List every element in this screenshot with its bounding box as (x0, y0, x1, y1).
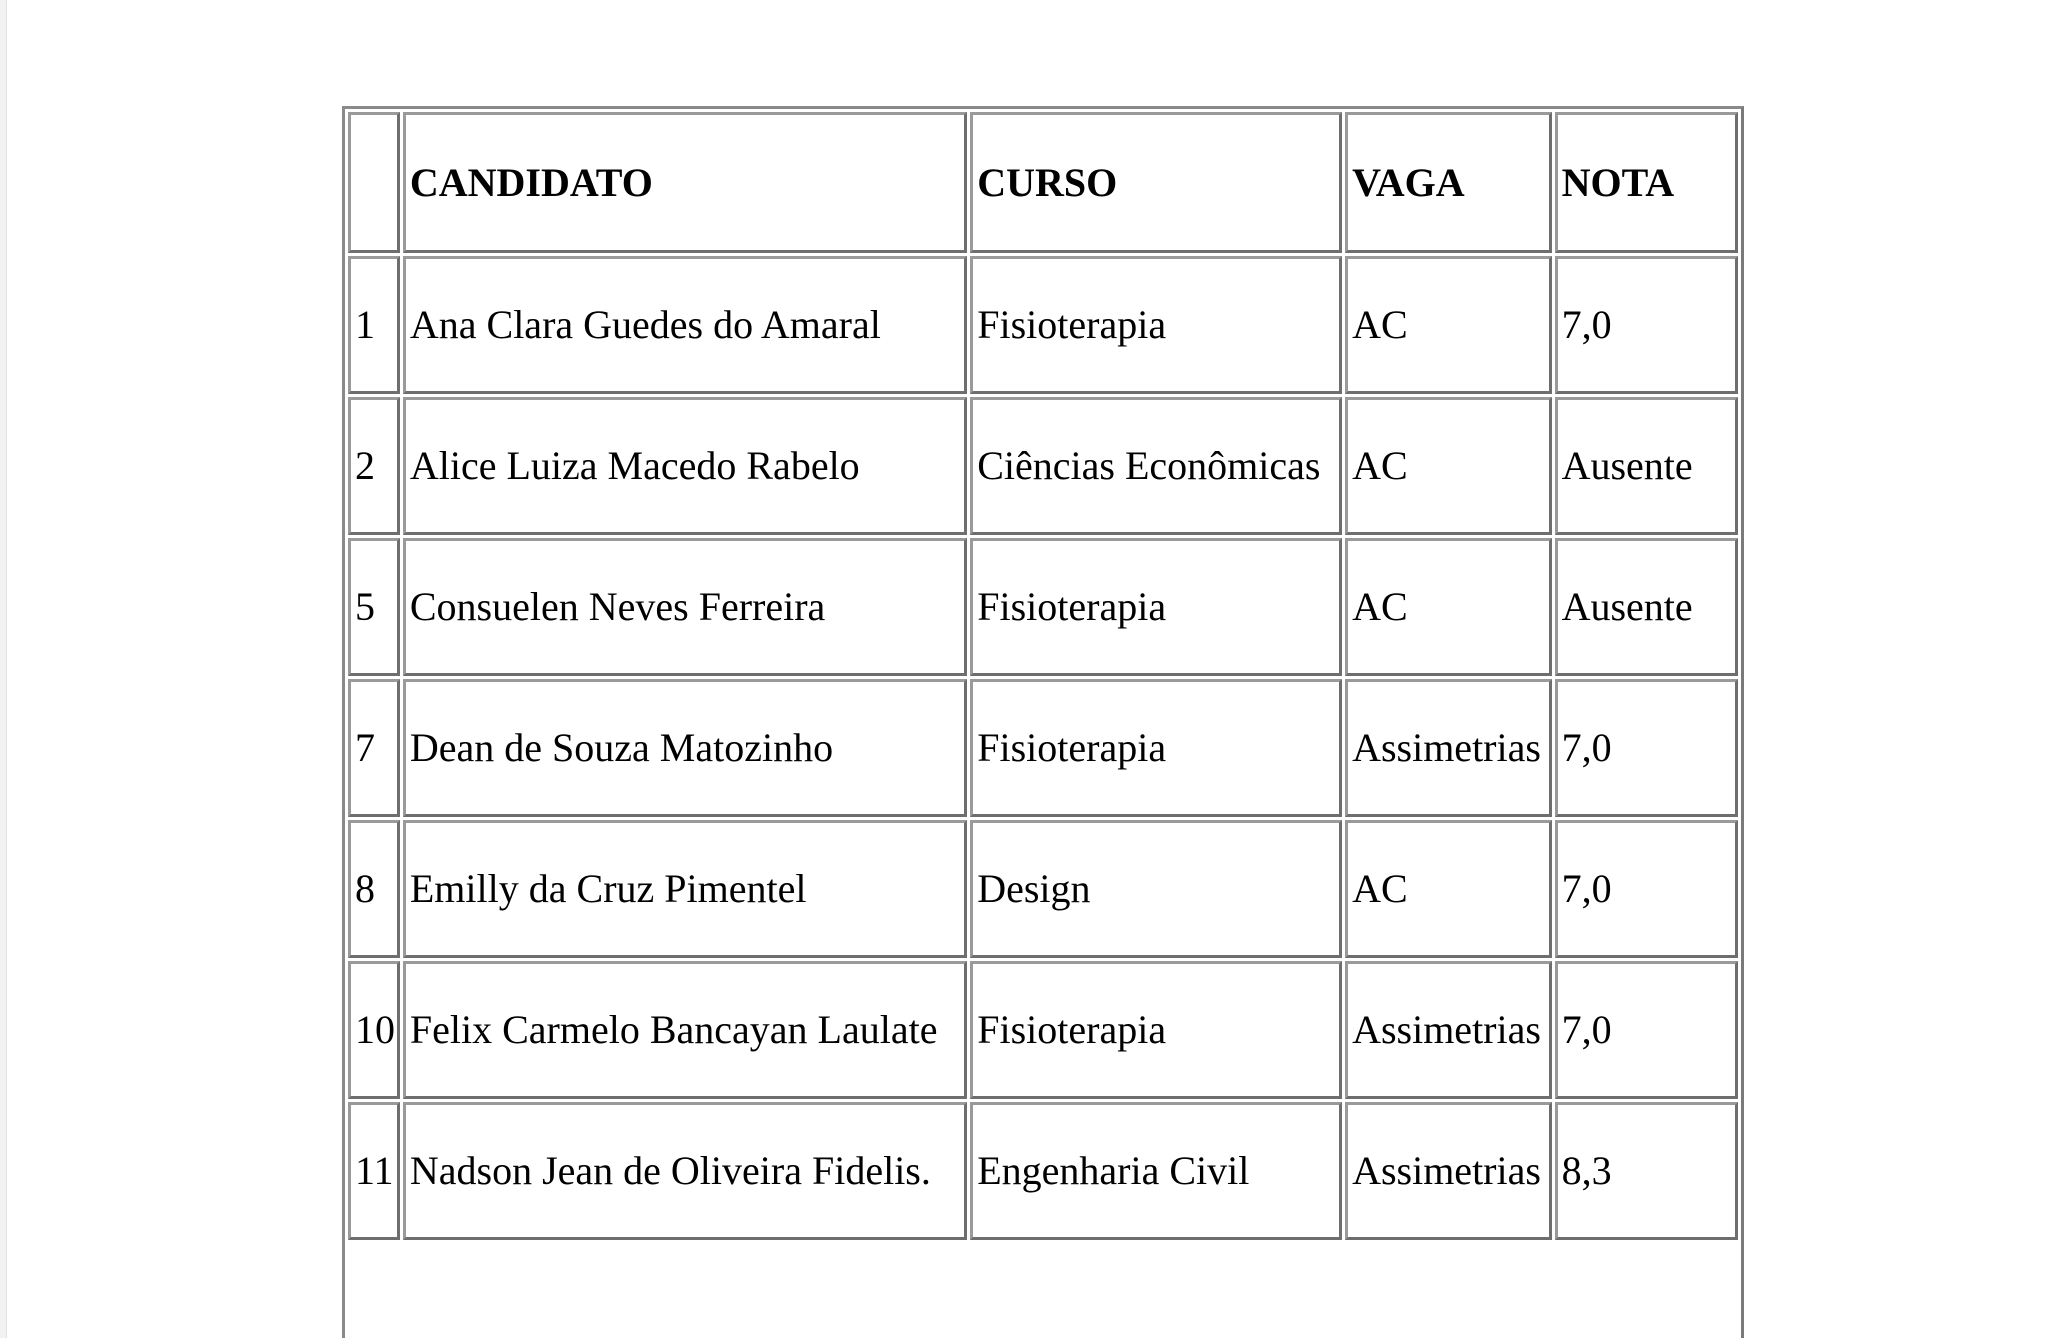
page-left-edge (0, 0, 7, 1338)
row-num: 2 (348, 397, 400, 535)
row-vaga: AC (1345, 538, 1552, 676)
row-candidato: Dean de Souza Matozinho (403, 679, 967, 817)
row-vaga: AC (1345, 256, 1552, 394)
row-nota: 7,0 (1555, 256, 1738, 394)
row-vaga: Assimetrias (1345, 679, 1552, 817)
header-curso: CURSO (970, 112, 1342, 253)
row-curso: Ciências Econômicas (970, 397, 1342, 535)
row-vaga: Assimetrias (1345, 1102, 1552, 1240)
row-nota: Ausente (1555, 538, 1738, 676)
row-curso: Fisioterapia (970, 538, 1342, 676)
results-table (345, 109, 1741, 1243)
table-row (348, 961, 1738, 1099)
row-num: 7 (348, 679, 400, 817)
results-table-frame (342, 106, 1744, 1338)
header-nota: NOTA (1555, 112, 1738, 253)
row-nota: Ausente (1555, 397, 1738, 535)
row-curso: Fisioterapia (970, 679, 1342, 817)
table-header-row (348, 112, 1738, 253)
row-vaga: AC (1345, 397, 1552, 535)
table-row (348, 256, 1738, 394)
row-num: 8 (348, 820, 400, 958)
row-candidato: Emilly da Cruz Pimentel (403, 820, 967, 958)
table-row (348, 397, 1738, 535)
row-num: 11 (348, 1102, 400, 1240)
row-candidato: Nadson Jean de Oliveira Fidelis. (403, 1102, 967, 1240)
row-candidato: Alice Luiza Macedo Rabelo (403, 397, 967, 535)
row-nota: 7,0 (1555, 961, 1738, 1099)
row-candidato: Felix Carmelo Bancayan Laulate (403, 961, 967, 1099)
row-num: 5 (348, 538, 400, 676)
row-curso: Design (970, 820, 1342, 958)
table-row (348, 1102, 1738, 1240)
header-candidato: CANDIDATO (403, 112, 967, 253)
row-candidato: Consuelen Neves Ferreira (403, 538, 967, 676)
row-candidato: Ana Clara Guedes do Amaral (403, 256, 967, 394)
row-vaga: Assimetrias (1345, 961, 1552, 1099)
table-row (348, 538, 1738, 676)
row-nota: 7,0 (1555, 679, 1738, 817)
row-nota: 8,3 (1555, 1102, 1738, 1240)
row-vaga: AC (1345, 820, 1552, 958)
row-curso: Engenharia Civil (970, 1102, 1342, 1240)
table-row (348, 679, 1738, 817)
header-num-cell (348, 112, 400, 253)
row-num: 10 (348, 961, 400, 1099)
row-curso: Fisioterapia (970, 961, 1342, 1099)
row-curso: Fisioterapia (970, 256, 1342, 394)
row-nota: 7,0 (1555, 820, 1738, 958)
row-num: 1 (348, 256, 400, 394)
header-vaga: VAGA (1345, 112, 1552, 253)
table-row (348, 820, 1738, 958)
